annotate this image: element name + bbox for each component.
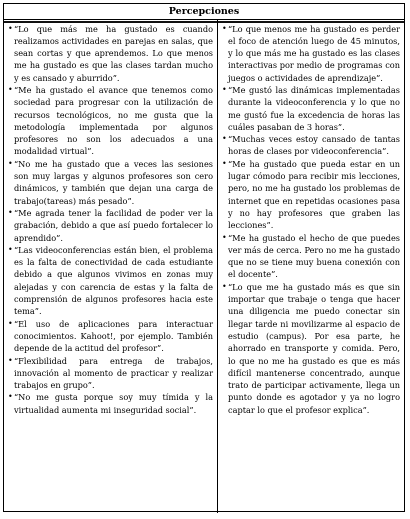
bullet-icon: • — [222, 134, 227, 144]
quote-text: “Las videoconferencias están bien, el problema es la falta de conectividad de cada estudiante debido a que algunos vivimos en zonas muy alejadas y con carencia de estas y la falta de comprensión de algunos profesores hacia este tema”. — [14, 244, 213, 317]
quote-item — [222, 232, 400, 281]
quote-text: “Me ha gustado el hecho de que puedes ver más de cerca. Pero no me ha gustado que no se tiene muy buena conexión con el docente”. — [228, 232, 400, 280]
quote-item — [222, 158, 400, 232]
right-column — [218, 20, 404, 513]
quote-text: “El uso de aplicaciones para interactuar conocimientos. Kahoot!, por ejemplo. También depende de la actitud del profesor”. — [14, 318, 213, 354]
quote-text: “Me ha gustado que pueda estar en un lugar cómodo para recibir mis lecciones, pero, no me ha gustado los problemas de internet que en repetidas ocasiones pasa y no hay profesores que graben las lecciones”. — [228, 158, 400, 231]
quote-item — [8, 244, 213, 318]
quote-text: “Muchas veces estoy cansado de tantas horas de clases por videoconferencia”. — [228, 134, 400, 157]
quote-item — [222, 281, 400, 416]
quote-item — [8, 207, 213, 244]
quote-item — [8, 391, 213, 416]
bullet-icon: • — [222, 158, 227, 168]
bullet-icon: • — [8, 392, 13, 402]
quote-text: “Me gustó las dinámicas implementadas durante la videoconferencia y lo que no me gustó fue la excedencia de horas las cuáles pasaban de 3 horas”. — [228, 84, 400, 132]
quote-item — [8, 23, 213, 84]
quote-text: “Lo que me ha gustado más es que sin importar que trabaje o tenga que hacer una diligencia me puedo conectar sin llegar tarde ni movilizarme al espacio de estudio (campus). Por esa parte, he ahorrado en transporte y comida. Pero, lo que no me ha gustado es que es más difícil mantenerse concentrado, aunque trato de participar activamente, llega un punto donde es agotador y ya no logro captar lo que el profesor explica”. — [228, 281, 400, 415]
quote-text: “No me gusta porque soy muy tímida y la virtualidad aumenta mi inseguridad social”. — [14, 392, 213, 415]
bullet-icon: • — [8, 244, 13, 254]
quote-item — [8, 158, 213, 207]
quote-text: “No me ha gustado que a veces las sesiones son muy largas y algunos profesores son cero dinámicos, y también que dejan una carga de trabajo(tareas) más pesado”. — [14, 158, 213, 206]
quote-text: “Me agrada tener la facilidad de poder ver la grabación, debido a que así puedo fortalecer lo aprendido”. — [14, 207, 213, 243]
quote-text: “Flexibilidad para entrega de trabajos, innovación al momento de practicar y realizar trabajos en grupo”. — [14, 355, 213, 391]
quote-item — [222, 23, 400, 84]
table-body — [4, 20, 404, 513]
quote-item — [222, 84, 400, 133]
bullet-icon: • — [8, 84, 13, 94]
quote-text: “Lo que menos me ha gustado es perder el foco de atención luego de 45 minutos, y lo que más me ha gustado es las clases interactivas por medio de programas con juegos o actividades de aprendizaje”. — [228, 23, 400, 83]
quote-text: “Lo que más me ha gustado es cuando realizamos actividades en parejas en salas, que sean cortas y que aprendemos. Lo que menos me ha gustado es que las clases tardan mucho y es cansado y aburrido”. — [14, 23, 213, 83]
bullet-icon: • — [8, 355, 13, 365]
bullet-icon: • — [8, 318, 13, 328]
bullet-icon: • — [222, 281, 227, 291]
table-header: Percepciones — [4, 4, 404, 20]
bullet-icon: • — [222, 84, 227, 94]
bullet-icon: • — [222, 232, 227, 242]
bullet-icon: • — [8, 207, 13, 217]
bullet-icon: • — [222, 23, 227, 33]
bullet-icon: • — [8, 23, 13, 33]
quote-item — [8, 318, 213, 355]
quote-item — [8, 355, 213, 392]
perceptions-table — [3, 3, 405, 512]
bullet-icon: • — [8, 158, 13, 168]
quote-text: “Me ha gustado el avance que tenemos como sociedad para progresar con la utilización de recursos tecnológicos, no me gusta que la metodología implementada por algunos profesores no son los adecuados a una modalidad virtual”. — [14, 84, 213, 157]
left-column — [4, 20, 218, 513]
quote-item — [8, 84, 213, 158]
quote-item — [222, 133, 400, 158]
